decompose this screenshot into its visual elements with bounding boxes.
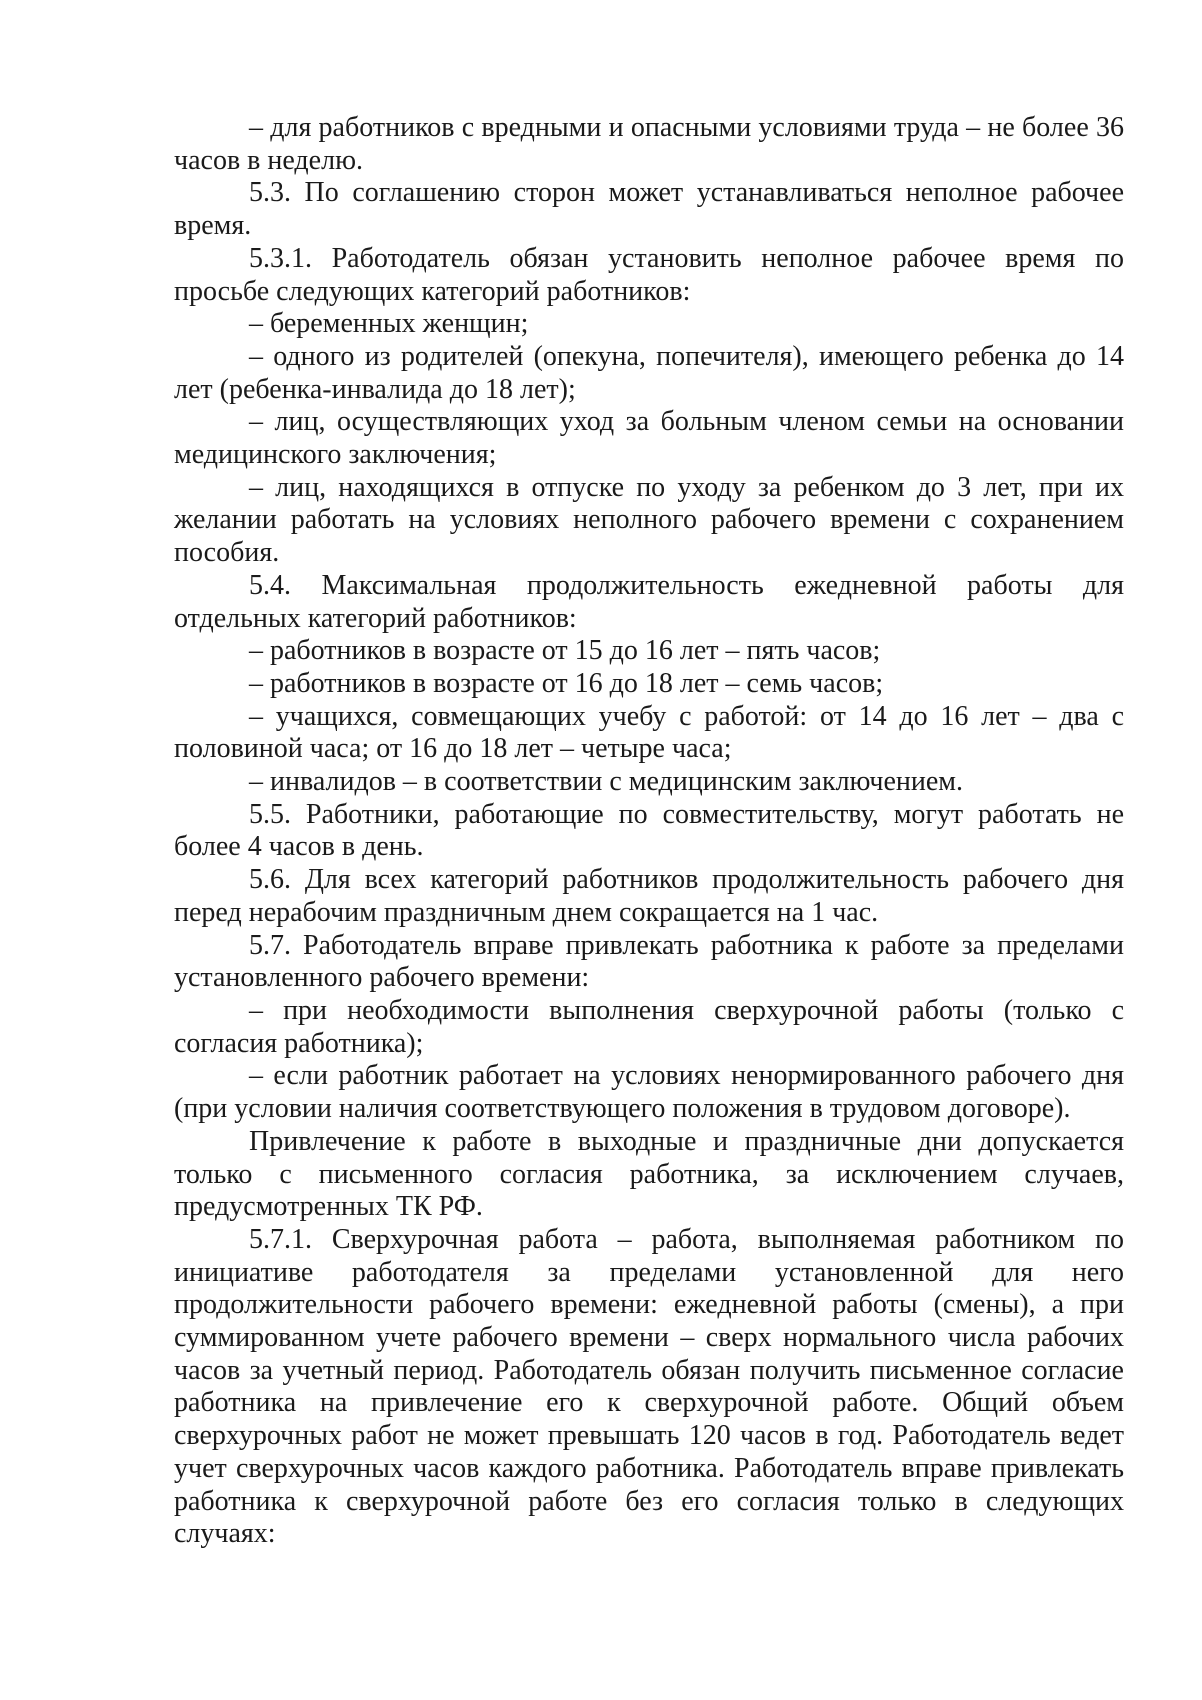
paragraph-12: – инвалидов – в соответствии с медицинским заключением. xyxy=(249,766,964,798)
paragraph-3: 5.3.1. Работодатель обязан установить неполное рабочее время по просьбе следующих категорий работников: xyxy=(174,242,1124,307)
paragraph-16: – при необходимости выполнения сверхурочной работы (только с согласия работника); xyxy=(174,994,1124,1059)
paragraph-10: – работников в возрасте от 16 до 18 лет – семь часов; xyxy=(249,667,884,699)
paragraph-5: – одного из родителей (опекуна, попечителя), имеющего ребенка до 14 лет (ребенка-инвалида до 18 лет); xyxy=(174,340,1124,405)
paragraph-13: 5.5. Работники, работающие по совместительству, могут работать не более 4 часов в день. xyxy=(174,798,1124,863)
paragraph-2: 5.3. По соглашению сторон может устанавливаться неполное рабочее время. xyxy=(174,177,1124,242)
document-page xyxy=(174,112,1124,1551)
paragraph-9: – работников в возрасте от 15 до 16 лет – пять часов; xyxy=(249,635,881,667)
paragraph-7: – лиц, находящихся в отпуске по уходу за ребенком до 3 лет, при их желании работать на условиях неполного рабочего времени с сохранением пособия. xyxy=(174,471,1124,569)
paragraph-1: – для работников с вредными и опасными условиями труда – не более 36 часов в неделю. xyxy=(174,112,1124,176)
paragraph-17: – если работник работает на условиях ненормированного рабочего дня (при условии наличия соответствующего положения в трудовом договоре). xyxy=(174,1060,1124,1125)
paragraph-18: Привлечение к работе в выходные и праздничные дни допускается только с письменного согласия работника, за исключением случаев, предусмотренных ТК РФ. xyxy=(174,1125,1124,1223)
paragraph-8: 5.4. Максимальная продолжительность ежедневной работы для отдельных категорий работников: xyxy=(174,569,1124,634)
paragraph-4: – беременных женщин; xyxy=(249,308,529,340)
paragraph-15: 5.7. Работодатель вправе привлекать работника к работе за пределами установленного рабочего времени: xyxy=(174,929,1124,994)
paragraph-6: – лиц, осуществляющих уход за больным членом семьи на основании медицинского заключения; xyxy=(174,406,1124,471)
paragraph-19: 5.7.1. Сверхурочная работа – работа, выполняемая работником по инициативе работодателя за пределами установленной для него продолжительности рабочего времени: ежедневной работы (смены), а при суммированном учете рабочего времени – сверх нормального числа рабочих часов за учетный период. Работодатель обязан получить письменное согласие работника на привлечение его к сверхурочной работе. Общий объем сверхурочных работ не может превышать 120 часов в год. Работодатель ведет учет сверхурочных часов каждого работника. Работодатель вправе привлекать работника к сверхурочной работе без его согласия только в следующих случаях: xyxy=(174,1223,1124,1550)
paragraph-11: – учащихся, совмещающих учебу с работой: от 14 до 16 лет – два с половиной часа; от 16 до 18 лет – четыре часа; xyxy=(174,700,1124,765)
paragraph-14: 5.6. Для всех категорий работников продолжительность рабочего дня перед нерабочим праздничным днем сокращается на 1 час. xyxy=(174,864,1124,928)
